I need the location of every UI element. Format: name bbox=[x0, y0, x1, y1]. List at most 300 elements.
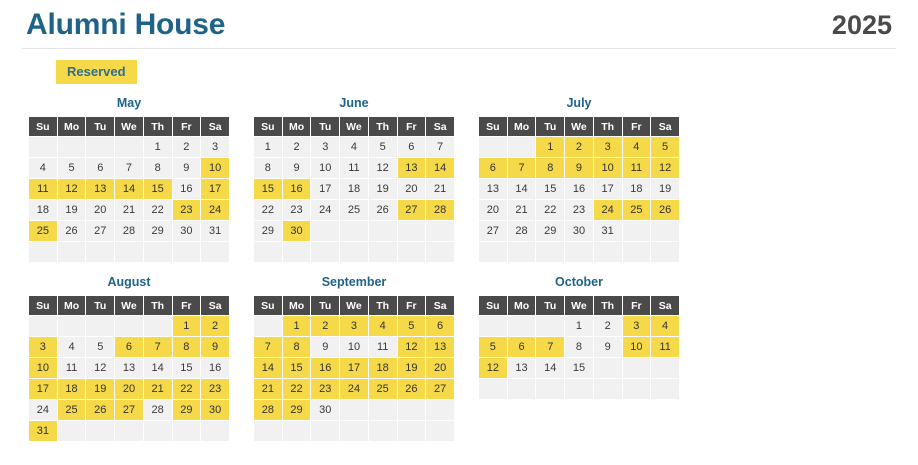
day-cell[interactable]: 3 bbox=[201, 137, 230, 158]
day-cell-reserved[interactable]: 17 bbox=[340, 358, 369, 379]
day-cell-reserved[interactable]: 7 bbox=[507, 158, 536, 179]
day-cell-reserved[interactable]: 3 bbox=[593, 137, 622, 158]
week-row bbox=[479, 242, 680, 263]
day-cell-reserved[interactable]: 4 bbox=[651, 316, 680, 337]
legend bbox=[56, 60, 896, 84]
day-cell[interactable]: 2 bbox=[593, 316, 622, 337]
day-cell-reserved[interactable]: 24 bbox=[201, 200, 230, 221]
day-cell[interactable]: 11 bbox=[368, 337, 397, 358]
day-cell[interactable]: 12 bbox=[86, 358, 115, 379]
day-cell[interactable]: 31 bbox=[593, 221, 622, 242]
day-cell-reserved[interactable]: 12 bbox=[57, 179, 86, 200]
day-cell-reserved[interactable]: 5 bbox=[397, 316, 426, 337]
day-cell[interactable]: 28 bbox=[143, 400, 172, 421]
weekday-header-cell: Fr bbox=[622, 117, 651, 137]
day-cell-empty bbox=[426, 221, 455, 242]
day-cell-reserved[interactable]: 27 bbox=[115, 400, 144, 421]
day-cell-empty bbox=[311, 421, 340, 442]
month-name: September bbox=[321, 275, 387, 289]
day-cell[interactable]: 2 bbox=[282, 137, 311, 158]
day-cell-empty bbox=[254, 242, 283, 263]
week-row bbox=[29, 221, 230, 242]
month-calendar-table bbox=[478, 295, 680, 400]
day-cell-reserved[interactable]: 12 bbox=[651, 158, 680, 179]
week-row bbox=[254, 337, 455, 358]
day-cell[interactable]: 20 bbox=[86, 200, 115, 221]
day-cell-empty bbox=[29, 316, 58, 337]
day-cell-empty bbox=[57, 316, 86, 337]
day-cell-empty bbox=[507, 137, 536, 158]
day-cell[interactable]: 29 bbox=[536, 221, 565, 242]
day-cell-reserved[interactable]: 2 bbox=[201, 316, 230, 337]
day-cell-empty bbox=[57, 421, 86, 442]
day-cell-empty bbox=[397, 242, 426, 263]
day-cell-reserved[interactable]: 7 bbox=[143, 337, 172, 358]
week-row bbox=[254, 179, 455, 200]
day-cell-reserved[interactable]: 3 bbox=[622, 316, 651, 337]
day-cell-reserved[interactable]: 9 bbox=[565, 158, 594, 179]
week-row bbox=[479, 179, 680, 200]
week-row bbox=[254, 358, 455, 379]
day-cell[interactable]: 21 bbox=[115, 200, 144, 221]
day-cell-empty bbox=[479, 242, 508, 263]
weekday-header-cell: Sa bbox=[201, 296, 230, 316]
day-cell-empty bbox=[201, 242, 230, 263]
day-cell[interactable]: 14 bbox=[143, 358, 172, 379]
day-cell-reserved[interactable]: 28 bbox=[426, 200, 455, 221]
day-cell-empty bbox=[340, 221, 369, 242]
day-cell-empty bbox=[507, 379, 536, 400]
day-cell-empty bbox=[340, 400, 369, 421]
day-cell[interactable]: 4 bbox=[29, 158, 58, 179]
day-cell-reserved[interactable]: 22 bbox=[282, 379, 311, 400]
day-cell[interactable]: 19 bbox=[57, 200, 86, 221]
day-cell-empty bbox=[479, 316, 508, 337]
day-cell[interactable]: 7 bbox=[115, 158, 144, 179]
day-cell-empty bbox=[143, 421, 172, 442]
day-cell-empty bbox=[426, 242, 455, 263]
day-cell[interactable]: 15 bbox=[536, 179, 565, 200]
day-cell[interactable]: 25 bbox=[340, 200, 369, 221]
day-cell-empty bbox=[593, 379, 622, 400]
day-cell[interactable]: 22 bbox=[536, 200, 565, 221]
day-cell-empty bbox=[86, 242, 115, 263]
day-cell[interactable]: 17 bbox=[311, 179, 340, 200]
week-row bbox=[254, 158, 455, 179]
day-cell[interactable]: 16 bbox=[172, 179, 201, 200]
day-cell-reserved[interactable]: 24 bbox=[593, 200, 622, 221]
day-cell-reserved[interactable]: 21 bbox=[254, 379, 283, 400]
week-row bbox=[479, 221, 680, 242]
week-row bbox=[254, 221, 455, 242]
day-cell-reserved[interactable]: 1 bbox=[172, 316, 201, 337]
day-cell[interactable]: 24 bbox=[29, 400, 58, 421]
weekday-header-cell: Fr bbox=[622, 296, 651, 316]
day-cell-reserved[interactable]: 19 bbox=[397, 358, 426, 379]
day-cell-empty bbox=[86, 316, 115, 337]
day-cell-reserved[interactable]: 26 bbox=[397, 379, 426, 400]
day-cell-reserved[interactable]: 3 bbox=[29, 337, 58, 358]
day-cell-reserved[interactable]: 8 bbox=[172, 337, 201, 358]
day-cell[interactable]: 18 bbox=[340, 179, 369, 200]
day-cell-reserved[interactable]: 2 bbox=[311, 316, 340, 337]
day-cell-empty bbox=[651, 242, 680, 263]
weekday-header-cell: Th bbox=[593, 117, 622, 137]
day-cell-empty bbox=[115, 242, 144, 263]
day-cell-reserved[interactable]: 7 bbox=[254, 337, 283, 358]
month-block bbox=[478, 96, 680, 263]
day-cell-reserved[interactable]: 15 bbox=[254, 179, 283, 200]
day-cell-reserved[interactable]: 25 bbox=[622, 200, 651, 221]
weekday-header-cell: Tu bbox=[536, 296, 565, 316]
day-cell[interactable]: 3 bbox=[311, 137, 340, 158]
day-cell[interactable]: 1 bbox=[565, 316, 594, 337]
weekday-header-cell: We bbox=[565, 117, 594, 137]
week-row bbox=[29, 200, 230, 221]
day-cell-reserved[interactable]: 13 bbox=[426, 337, 455, 358]
week-row bbox=[29, 242, 230, 263]
day-cell-reserved[interactable]: 30 bbox=[201, 400, 230, 421]
month-calendar-table bbox=[253, 295, 455, 442]
day-cell-reserved[interactable]: 5 bbox=[479, 337, 508, 358]
day-cell[interactable]: 30 bbox=[565, 221, 594, 242]
day-cell[interactable]: 15 bbox=[565, 358, 594, 379]
weekday-header-cell: Tu bbox=[86, 296, 115, 316]
week-row bbox=[29, 337, 230, 358]
day-cell-reserved[interactable]: 13 bbox=[397, 158, 426, 179]
weekday-header-cell: Sa bbox=[651, 117, 680, 137]
month-calendar-table bbox=[253, 116, 455, 263]
day-cell[interactable]: 30 bbox=[311, 400, 340, 421]
day-cell[interactable]: 23 bbox=[565, 200, 594, 221]
day-cell[interactable]: 9 bbox=[172, 158, 201, 179]
weekday-header-row bbox=[29, 117, 230, 137]
day-cell[interactable]: 29 bbox=[254, 221, 283, 242]
day-cell-reserved[interactable]: 12 bbox=[397, 337, 426, 358]
day-cell[interactable]: 18 bbox=[29, 200, 58, 221]
day-cell-reserved[interactable]: 29 bbox=[282, 400, 311, 421]
day-cell[interactable]: 7 bbox=[426, 137, 455, 158]
day-cell-reserved[interactable]: 11 bbox=[29, 179, 58, 200]
day-cell[interactable]: 13 bbox=[479, 179, 508, 200]
weekday-header-row bbox=[479, 296, 680, 316]
month-name: August bbox=[107, 275, 151, 289]
weekday-header-cell: Mo bbox=[282, 296, 311, 316]
legend-reserved-chip: Reserved bbox=[56, 60, 137, 84]
day-cell-reserved[interactable]: 8 bbox=[536, 158, 565, 179]
day-cell-reserved[interactable]: 20 bbox=[115, 379, 144, 400]
weekday-header-cell: We bbox=[340, 296, 369, 316]
weekday-header-cell: Fr bbox=[172, 296, 201, 316]
day-cell-reserved[interactable]: 6 bbox=[115, 337, 144, 358]
day-cell-empty bbox=[143, 242, 172, 263]
day-cell-reserved[interactable]: 27 bbox=[397, 200, 426, 221]
weekday-header-cell: Mo bbox=[282, 117, 311, 137]
day-cell-reserved[interactable]: 10 bbox=[622, 337, 651, 358]
day-cell[interactable]: 24 bbox=[311, 200, 340, 221]
day-cell-reserved[interactable]: 25 bbox=[29, 221, 58, 242]
week-row bbox=[479, 200, 680, 221]
day-cell[interactable]: 22 bbox=[143, 200, 172, 221]
day-cell-reserved[interactable]: 21 bbox=[143, 379, 172, 400]
day-cell-reserved[interactable]: 30 bbox=[282, 221, 311, 242]
day-cell-reserved[interactable]: 25 bbox=[57, 400, 86, 421]
day-cell-reserved[interactable]: 12 bbox=[479, 358, 508, 379]
weekday-header-cell: Tu bbox=[86, 117, 115, 137]
day-cell[interactable]: 18 bbox=[622, 179, 651, 200]
week-row bbox=[254, 421, 455, 442]
day-cell-reserved[interactable]: 16 bbox=[311, 358, 340, 379]
day-cell-reserved[interactable]: 23 bbox=[311, 379, 340, 400]
day-cell-reserved[interactable]: 14 bbox=[254, 358, 283, 379]
day-cell-empty bbox=[368, 400, 397, 421]
day-cell-empty bbox=[115, 137, 144, 158]
day-cell[interactable]: 11 bbox=[340, 158, 369, 179]
day-cell[interactable]: 14 bbox=[536, 358, 565, 379]
day-cell-reserved[interactable]: 18 bbox=[57, 379, 86, 400]
day-cell[interactable]: 4 bbox=[57, 337, 86, 358]
day-cell[interactable]: 1 bbox=[143, 137, 172, 158]
day-cell-reserved[interactable]: 6 bbox=[507, 337, 536, 358]
day-cell-reserved[interactable]: 19 bbox=[86, 379, 115, 400]
week-row bbox=[254, 200, 455, 221]
day-cell[interactable]: 5 bbox=[368, 137, 397, 158]
day-cell-reserved[interactable]: 6 bbox=[479, 158, 508, 179]
day-cell[interactable]: 28 bbox=[507, 221, 536, 242]
weekday-header-cell: Mo bbox=[57, 296, 86, 316]
day-cell-empty bbox=[507, 242, 536, 263]
day-cell-empty bbox=[479, 379, 508, 400]
day-cell-reserved[interactable]: 20 bbox=[426, 358, 455, 379]
day-cell-empty bbox=[115, 316, 144, 337]
day-cell-reserved[interactable]: 10 bbox=[201, 158, 230, 179]
day-cell[interactable]: 21 bbox=[507, 200, 536, 221]
day-cell[interactable]: 8 bbox=[254, 158, 283, 179]
day-cell-empty bbox=[397, 221, 426, 242]
day-cell[interactable]: 21 bbox=[426, 179, 455, 200]
weekday-header-cell: Th bbox=[368, 117, 397, 137]
months-grid bbox=[22, 96, 896, 454]
day-cell[interactable]: 4 bbox=[340, 137, 369, 158]
weekday-header-cell: Mo bbox=[507, 296, 536, 316]
week-row bbox=[254, 379, 455, 400]
weekday-header-cell: Tu bbox=[311, 296, 340, 316]
day-cell[interactable]: 19 bbox=[368, 179, 397, 200]
day-cell-reserved[interactable]: 17 bbox=[29, 379, 58, 400]
day-cell[interactable]: 6 bbox=[86, 158, 115, 179]
day-cell-empty bbox=[57, 137, 86, 158]
day-cell[interactable]: 8 bbox=[143, 158, 172, 179]
month-block bbox=[28, 275, 230, 442]
day-cell-empty bbox=[86, 137, 115, 158]
day-cell[interactable]: 20 bbox=[397, 179, 426, 200]
day-cell[interactable]: 26 bbox=[57, 221, 86, 242]
day-cell-empty bbox=[622, 221, 651, 242]
weekday-header-cell: Su bbox=[254, 117, 283, 137]
month-name: June bbox=[339, 96, 369, 110]
day-cell-reserved[interactable]: 5 bbox=[651, 137, 680, 158]
day-cell[interactable]: 27 bbox=[86, 221, 115, 242]
day-cell-reserved[interactable]: 6 bbox=[426, 316, 455, 337]
weekday-header-cell: Th bbox=[143, 117, 172, 137]
weekday-header-cell: Su bbox=[29, 117, 58, 137]
day-cell[interactable]: 13 bbox=[115, 358, 144, 379]
day-cell-empty bbox=[115, 421, 144, 442]
day-cell-reserved[interactable]: 31 bbox=[29, 421, 58, 442]
day-cell-empty bbox=[479, 137, 508, 158]
day-cell[interactable]: 23 bbox=[282, 200, 311, 221]
month-calendar-table bbox=[28, 116, 230, 263]
day-cell-reserved[interactable]: 3 bbox=[340, 316, 369, 337]
day-cell-reserved[interactable]: 14 bbox=[115, 179, 144, 200]
weekday-header-cell: Sa bbox=[426, 117, 455, 137]
weekday-header-cell: We bbox=[115, 296, 144, 316]
day-cell-reserved[interactable]: 17 bbox=[201, 179, 230, 200]
day-cell[interactable]: 10 bbox=[340, 337, 369, 358]
day-cell-empty bbox=[311, 221, 340, 242]
day-cell[interactable]: 29 bbox=[143, 221, 172, 242]
day-cell-empty bbox=[536, 242, 565, 263]
weekday-header-cell: Su bbox=[479, 296, 508, 316]
day-cell-reserved[interactable]: 14 bbox=[426, 158, 455, 179]
day-cell[interactable]: 10 bbox=[311, 158, 340, 179]
day-cell[interactable]: 16 bbox=[565, 179, 594, 200]
day-cell[interactable]: 5 bbox=[86, 337, 115, 358]
weekday-header-cell: Th bbox=[593, 296, 622, 316]
weekday-header-row bbox=[479, 117, 680, 137]
day-cell[interactable]: 26 bbox=[368, 200, 397, 221]
week-row bbox=[29, 158, 230, 179]
day-cell-empty bbox=[651, 358, 680, 379]
day-cell[interactable]: 19 bbox=[651, 179, 680, 200]
page-title: Alumni House bbox=[26, 8, 226, 41]
day-cell[interactable]: 14 bbox=[507, 179, 536, 200]
day-cell[interactable]: 15 bbox=[172, 358, 201, 379]
day-cell[interactable]: 31 bbox=[201, 221, 230, 242]
day-cell[interactable]: 13 bbox=[507, 358, 536, 379]
month-block bbox=[253, 275, 455, 442]
day-cell-empty bbox=[536, 316, 565, 337]
day-cell[interactable]: 28 bbox=[115, 221, 144, 242]
day-cell-empty bbox=[340, 242, 369, 263]
weekday-header-cell: We bbox=[115, 117, 144, 137]
day-cell-reserved[interactable]: 8 bbox=[282, 337, 311, 358]
day-cell[interactable]: 30 bbox=[172, 221, 201, 242]
day-cell-reserved[interactable]: 23 bbox=[201, 379, 230, 400]
day-cell-empty bbox=[651, 379, 680, 400]
day-cell[interactable]: 6 bbox=[397, 137, 426, 158]
week-row bbox=[479, 137, 680, 158]
page-header bbox=[22, 0, 896, 49]
day-cell-reserved[interactable]: 25 bbox=[368, 379, 397, 400]
day-cell[interactable]: 20 bbox=[479, 200, 508, 221]
day-cell-empty bbox=[593, 358, 622, 379]
day-cell-empty bbox=[143, 316, 172, 337]
day-cell-reserved[interactable]: 22 bbox=[172, 379, 201, 400]
day-cell-reserved[interactable]: 10 bbox=[593, 158, 622, 179]
day-cell-reserved[interactable]: 18 bbox=[368, 358, 397, 379]
day-cell-reserved[interactable]: 15 bbox=[143, 179, 172, 200]
weekday-header-row bbox=[254, 117, 455, 137]
day-cell[interactable]: 9 bbox=[593, 337, 622, 358]
day-cell[interactable]: 17 bbox=[593, 179, 622, 200]
weekday-header-cell: Mo bbox=[57, 117, 86, 137]
week-row bbox=[29, 358, 230, 379]
month-name: October bbox=[555, 275, 603, 289]
day-cell[interactable]: 12 bbox=[368, 158, 397, 179]
day-cell-empty bbox=[29, 242, 58, 263]
day-cell-empty bbox=[254, 316, 283, 337]
weekday-header-row bbox=[29, 296, 230, 316]
weekday-header-cell: Su bbox=[479, 117, 508, 137]
day-cell-reserved[interactable]: 10 bbox=[29, 358, 58, 379]
day-cell-reserved[interactable]: 11 bbox=[651, 337, 680, 358]
day-cell-reserved[interactable]: 4 bbox=[622, 137, 651, 158]
day-cell-reserved[interactable]: 13 bbox=[86, 179, 115, 200]
month-calendar-table bbox=[28, 295, 230, 442]
day-cell[interactable]: 8 bbox=[565, 337, 594, 358]
day-cell-empty bbox=[397, 421, 426, 442]
day-cell-empty bbox=[368, 221, 397, 242]
day-cell-empty bbox=[282, 242, 311, 263]
day-cell-reserved[interactable]: 15 bbox=[282, 358, 311, 379]
day-cell-reserved[interactable]: 1 bbox=[282, 316, 311, 337]
day-cell-reserved[interactable]: 23 bbox=[172, 200, 201, 221]
day-cell-reserved[interactable]: 28 bbox=[254, 400, 283, 421]
week-row bbox=[254, 400, 455, 421]
day-cell-empty bbox=[282, 421, 311, 442]
day-cell-reserved[interactable]: 27 bbox=[426, 379, 455, 400]
weekday-header-cell: Tu bbox=[311, 117, 340, 137]
day-cell[interactable]: 27 bbox=[479, 221, 508, 242]
weekday-header-cell: Th bbox=[368, 296, 397, 316]
day-cell-reserved[interactable]: 7 bbox=[536, 337, 565, 358]
day-cell[interactable]: 22 bbox=[254, 200, 283, 221]
week-row bbox=[29, 400, 230, 421]
day-cell-reserved[interactable]: 4 bbox=[368, 316, 397, 337]
day-cell[interactable]: 5 bbox=[57, 158, 86, 179]
week-row bbox=[29, 379, 230, 400]
day-cell-reserved[interactable]: 26 bbox=[86, 400, 115, 421]
day-cell-empty bbox=[57, 242, 86, 263]
week-row bbox=[254, 242, 455, 263]
day-cell-reserved[interactable]: 29 bbox=[172, 400, 201, 421]
day-cell-reserved[interactable]: 2 bbox=[565, 137, 594, 158]
day-cell-empty bbox=[565, 242, 594, 263]
day-cell-reserved[interactable]: 11 bbox=[622, 158, 651, 179]
day-cell-empty bbox=[340, 421, 369, 442]
weekday-header-cell: Fr bbox=[397, 117, 426, 137]
month-block bbox=[478, 275, 680, 442]
day-cell[interactable]: 9 bbox=[282, 158, 311, 179]
day-cell[interactable]: 1 bbox=[254, 137, 283, 158]
weekday-header-cell: Tu bbox=[536, 117, 565, 137]
day-cell-empty bbox=[622, 242, 651, 263]
weekday-header-cell: Su bbox=[254, 296, 283, 316]
day-cell-reserved[interactable]: 1 bbox=[536, 137, 565, 158]
day-cell-reserved[interactable]: 26 bbox=[651, 200, 680, 221]
day-cell-empty bbox=[172, 421, 201, 442]
day-cell-reserved[interactable]: 9 bbox=[201, 337, 230, 358]
day-cell-empty bbox=[201, 421, 230, 442]
day-cell[interactable]: 16 bbox=[201, 358, 230, 379]
day-cell[interactable]: 11 bbox=[57, 358, 86, 379]
week-row bbox=[479, 158, 680, 179]
day-cell[interactable]: 2 bbox=[172, 137, 201, 158]
day-cell[interactable]: 9 bbox=[311, 337, 340, 358]
day-cell-reserved[interactable]: 24 bbox=[340, 379, 369, 400]
day-cell-reserved[interactable]: 16 bbox=[282, 179, 311, 200]
